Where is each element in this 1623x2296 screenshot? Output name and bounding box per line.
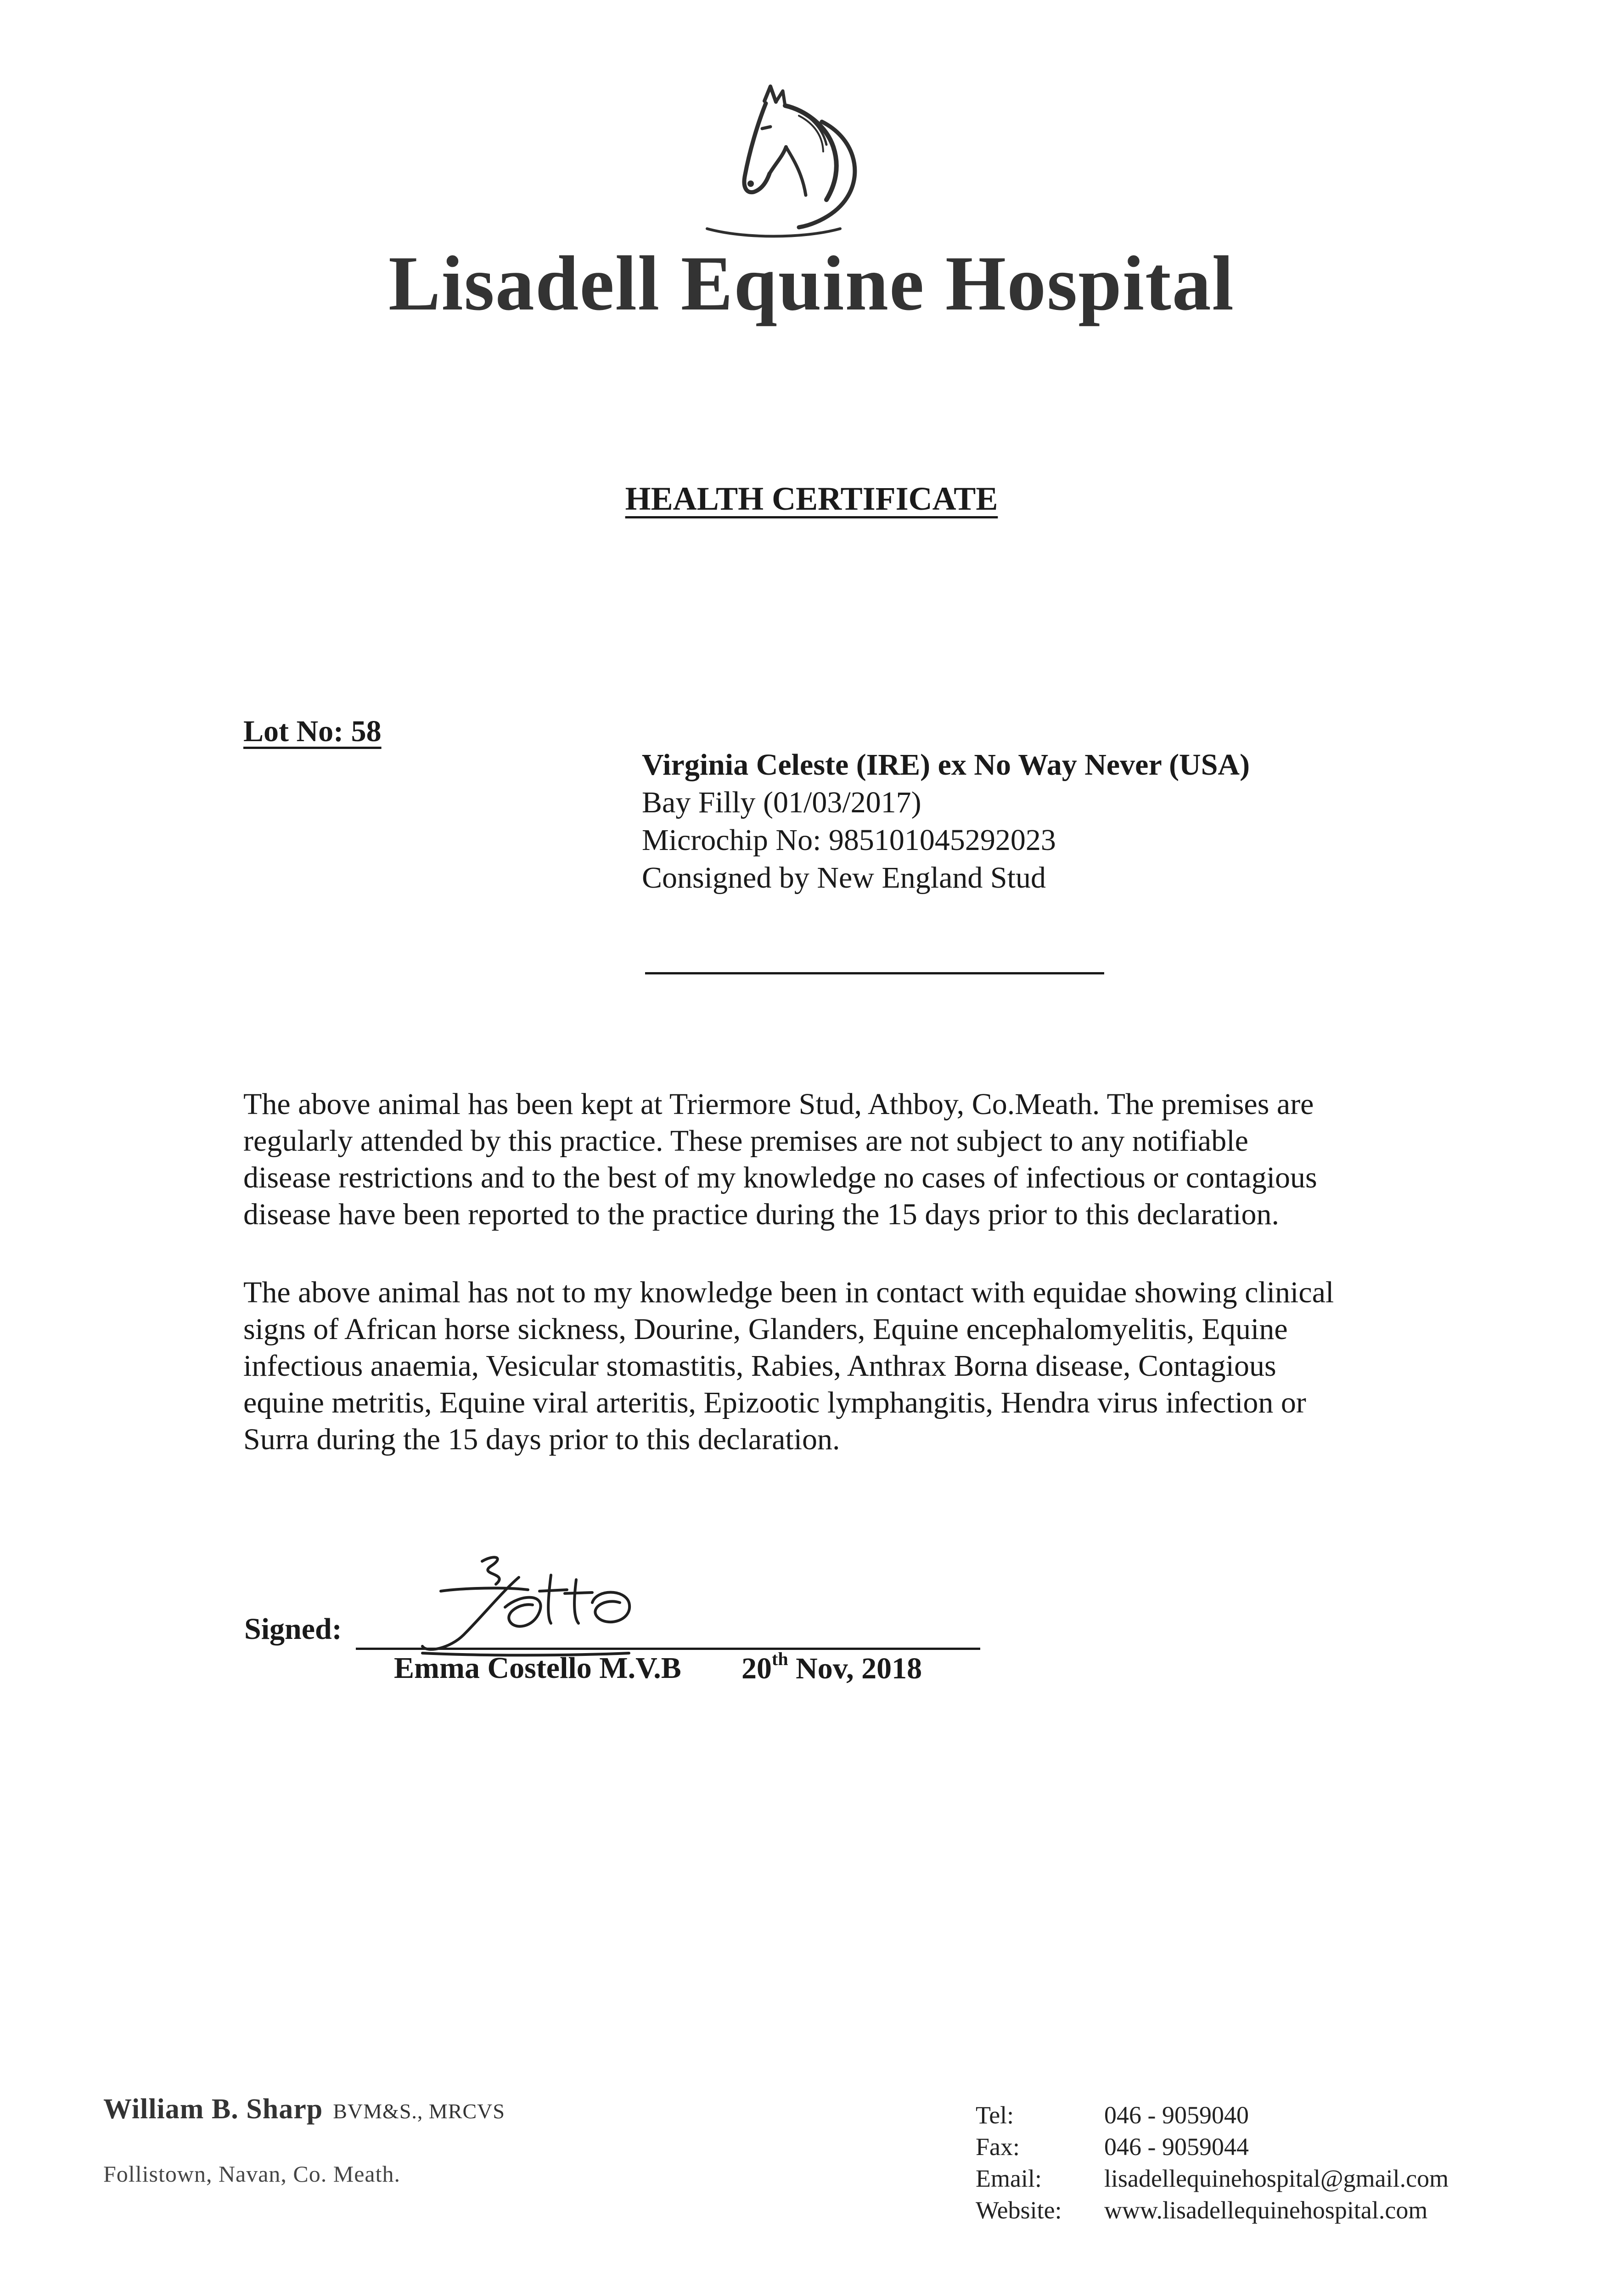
- paragraph-line: The above animal has not to my knowledge been in contact with equidae showing clinical: [243, 1276, 1334, 1309]
- horse-details: [642, 746, 1250, 897]
- footer-vet: [103, 2093, 505, 2126]
- contact-label: Fax:: [976, 2133, 1020, 2161]
- contact-value: 046 - 9059044: [1104, 2133, 1249, 2161]
- horse-head-icon: [689, 83, 895, 248]
- microchip-number: Microchip No: 985101045292023: [642, 823, 1056, 857]
- contact-website: [976, 2195, 1449, 2226]
- date-suffix: th: [772, 1649, 788, 1669]
- paragraph-line: The above animal has been kept at Triermore Stud, Athboy, Co.Meath. The premises are: [243, 1087, 1314, 1121]
- footer-qualifications: BVM&S., MRCVS: [333, 2099, 505, 2123]
- footer-address: Follistown, Navan, Co. Meath.: [103, 2161, 401, 2187]
- contact-fax: [976, 2131, 1449, 2163]
- hospital-name: Lisadell Equine Hospital: [388, 240, 1235, 326]
- declaration-paragraph-premises: [243, 1086, 1317, 1233]
- signed-label: Signed:: [244, 1612, 342, 1646]
- contact-details: [976, 2099, 1449, 2226]
- signatory-name: Emma Costello M.V.B: [394, 1651, 681, 1685]
- consignor: Consigned by New England Stud: [642, 861, 1046, 895]
- contact-value: 046 - 9059040: [1104, 2101, 1249, 2129]
- contact-label: Website:: [976, 2196, 1062, 2224]
- date-rest: Nov, 2018: [788, 1652, 922, 1685]
- lot-number: Lot No: 58: [243, 715, 382, 748]
- paragraph-line: disease have been reported to the practice during the 15 days prior to this declaration.: [243, 1198, 1280, 1231]
- paragraph-line: signs of African horse sickness, Dourine, Glanders, Equine encephalomyelitis, Equine: [243, 1312, 1288, 1346]
- certificate-title: HEALTH CERTIFICATE: [625, 480, 998, 517]
- horse-description: Bay Filly (01/03/2017): [642, 786, 921, 819]
- email-link[interactable]: lisadellequinehospital@gmail.com: [1104, 2165, 1449, 2192]
- website-link[interactable]: www.lisadellequinehospital.com: [1104, 2196, 1428, 2224]
- paragraph-line: disease restrictions and to the best of my knowledge no cases of infectious or contagious: [243, 1161, 1317, 1194]
- contact-email: [976, 2163, 1449, 2195]
- horse-name: Virginia Celeste (IRE) ex No Way Never (USA): [642, 748, 1250, 782]
- date-day: 20: [741, 1652, 772, 1685]
- paragraph-line: equine metritis, Equine viral arteritis, Epizootic lymphangitis, Hendra virus infection or: [243, 1386, 1306, 1419]
- declaration-paragraph-diseases: [243, 1274, 1334, 1458]
- paragraph-line: regularly attended by this practice. These premises are not subject to any notifiable: [243, 1124, 1248, 1158]
- contact-label: Email:: [976, 2165, 1042, 2192]
- paragraph-line: Surra during the 15 days prior to this declaration.: [243, 1423, 840, 1456]
- paragraph-line: infectious anaemia, Vesicular stomastitis, Rabies, Anthrax Borna disease, Contagious: [243, 1349, 1276, 1383]
- handwritten-signature: [413, 1548, 680, 1667]
- contact-label: Tel:: [976, 2101, 1014, 2129]
- divider: [645, 972, 1104, 974]
- contact-tel: [976, 2099, 1449, 2131]
- signature-date: [741, 1651, 922, 1686]
- footer-vet-name: William B. Sharp: [103, 2093, 323, 2125]
